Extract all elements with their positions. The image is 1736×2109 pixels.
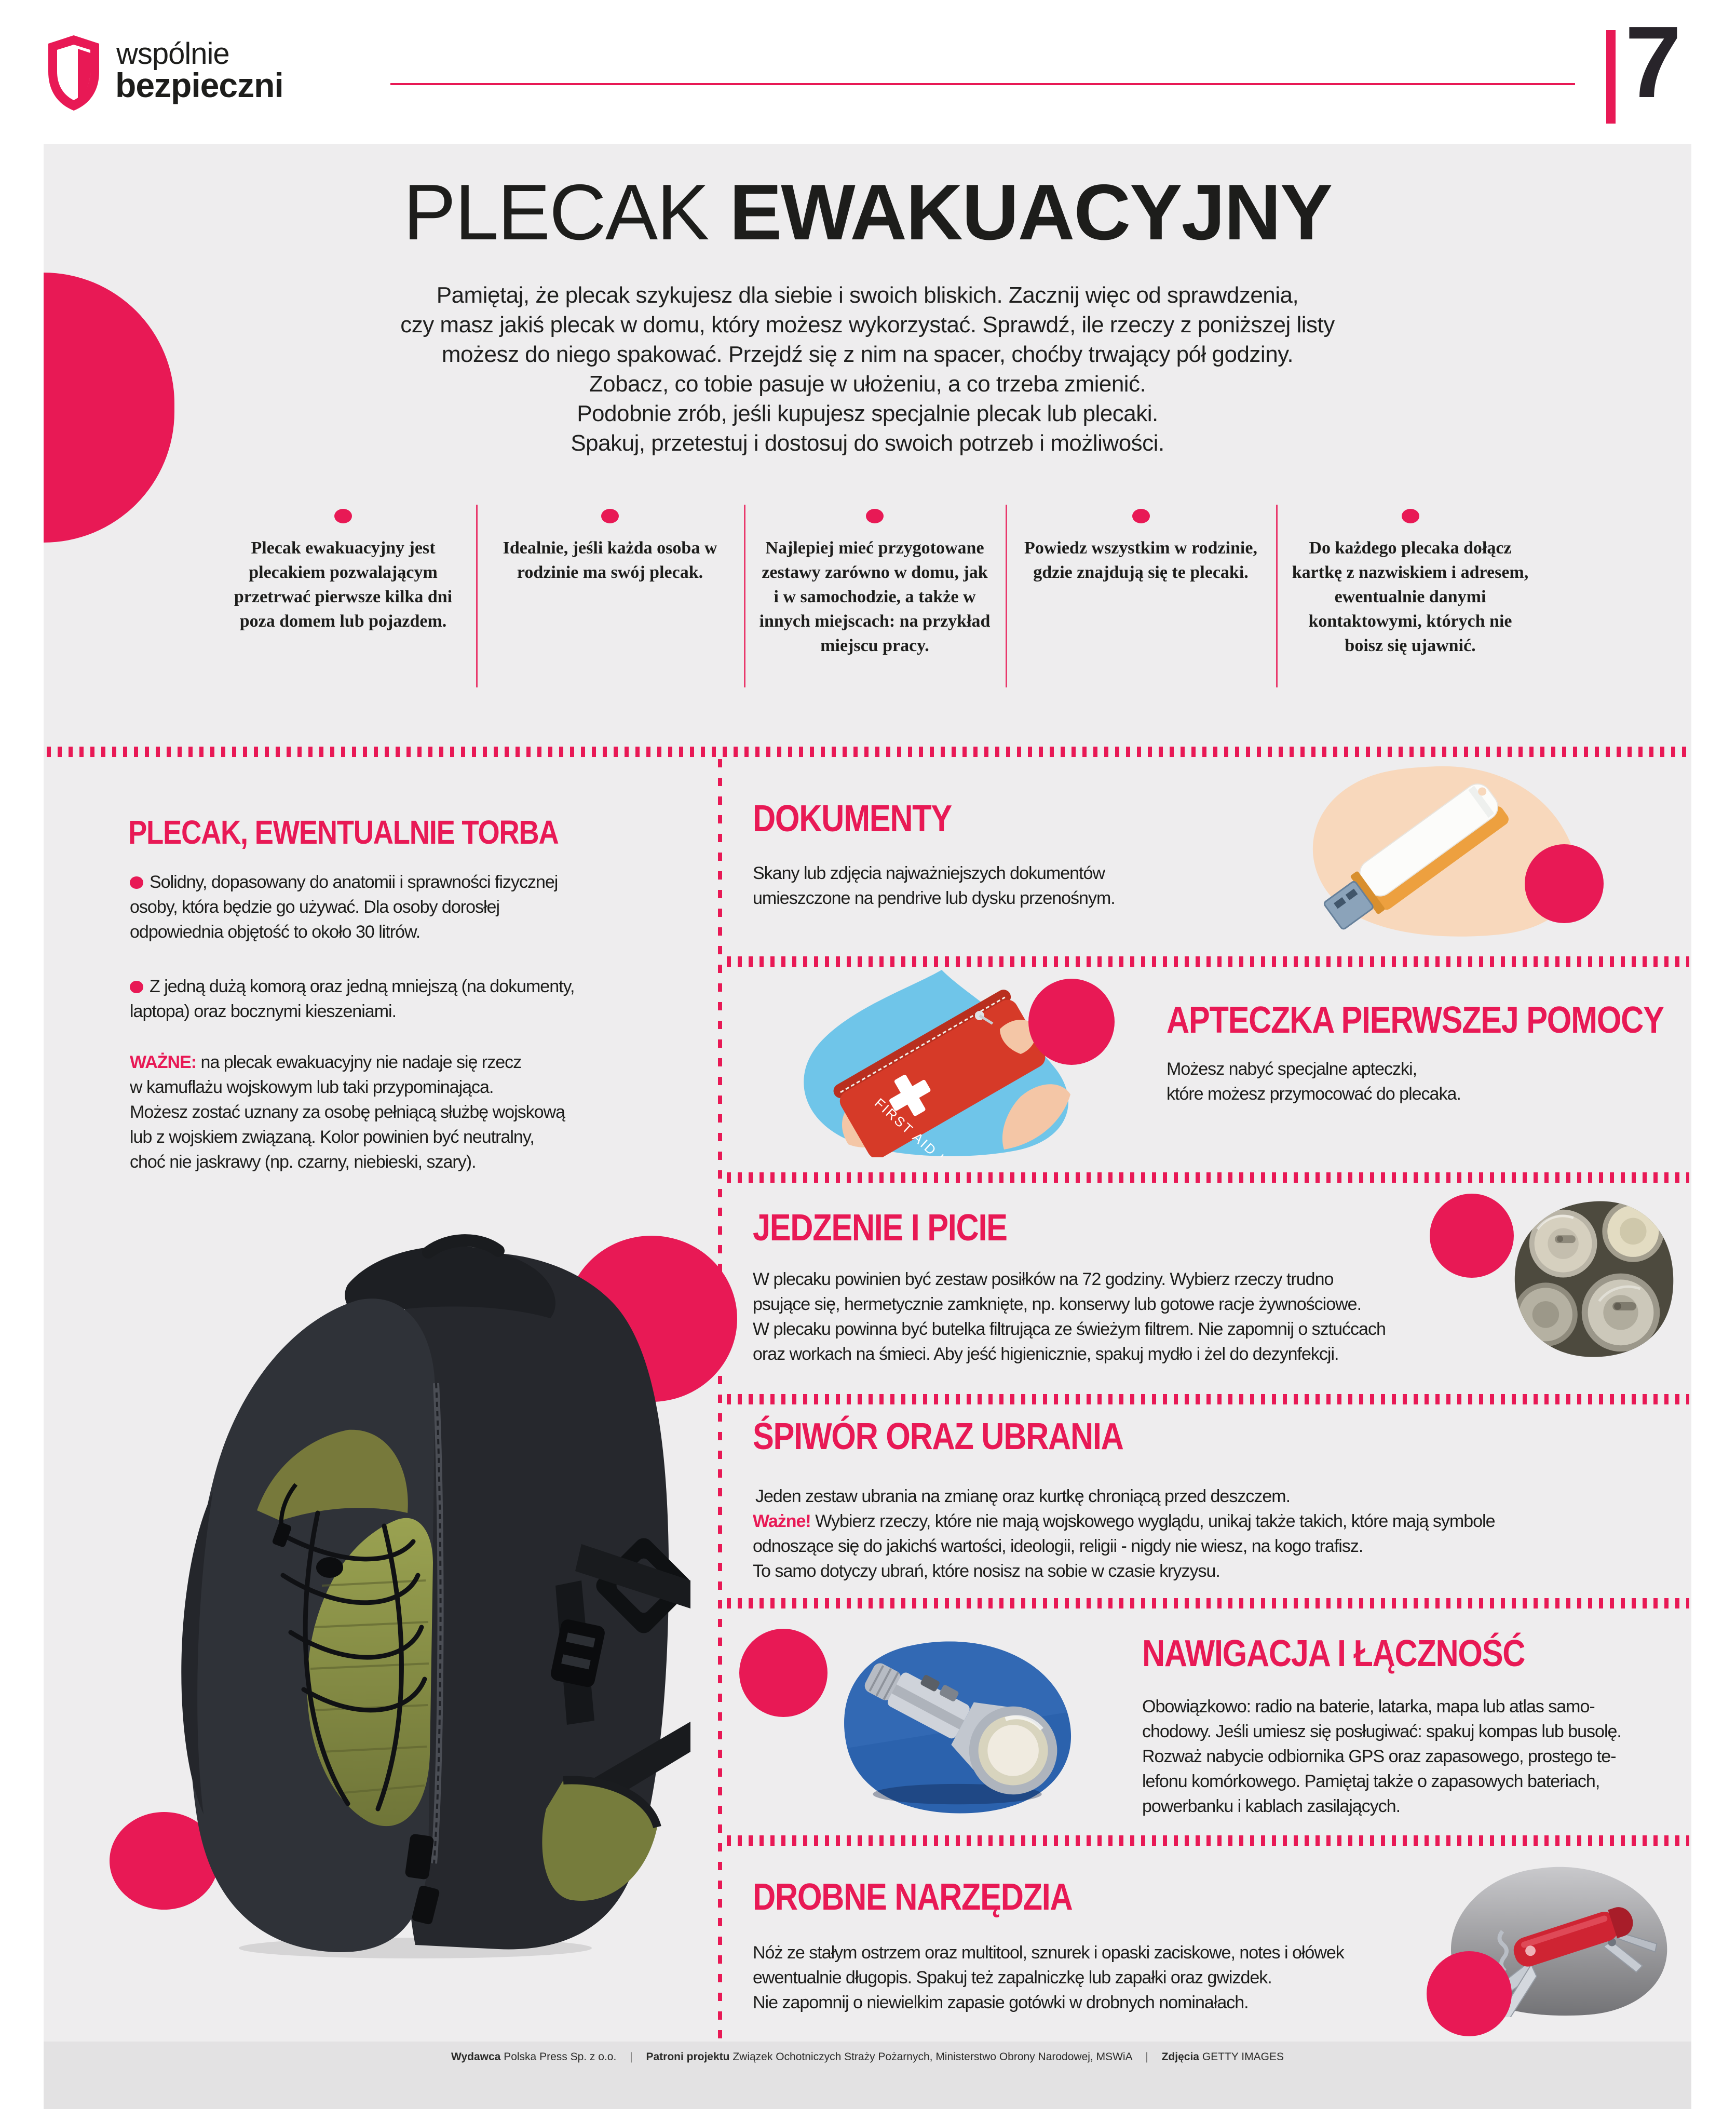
dotted-rule-top <box>47 747 1689 757</box>
tip-dot-icon <box>866 509 884 523</box>
bullet-text: Solidny, dopasowany do anatomii i sprawności fizycznej <box>150 872 558 892</box>
footer-publisher: Polska Press Sp. z o.o. <box>504 2051 617 2063</box>
tip-divider <box>744 505 745 687</box>
bullet-dot-icon <box>130 876 143 889</box>
decor-circle <box>1430 1194 1514 1278</box>
tip-divider <box>476 505 478 687</box>
bullet-line <box>130 870 558 895</box>
brand-name-line1: wspólnie <box>116 37 229 71</box>
intro-line: Spakuj, przetestuj i dostosuj do swoich potrzeb i możliwości. <box>571 430 1164 456</box>
section-text-line: które możesz przymocować do plecaka. <box>1167 1084 1461 1104</box>
dotted-rule <box>727 1598 1689 1608</box>
intro-line: możesz do niego spakować. Przejdź się z nim na spacer, choćby trwający pół godziny. <box>441 342 1294 367</box>
flashlight-photo <box>829 1635 1086 1815</box>
tip-dot-icon <box>1402 509 1419 523</box>
warning-text: Wybierz rzeczy, które nie mają wojskowego wyglądu, unikaj także takich, które mają symbole <box>810 1511 1495 1531</box>
bullet-text: Z jedną dużą komorą oraz jedną mniejszą (na dokumenty, <box>150 977 575 996</box>
section-text-line: Rozważ nabycie odbiornika GPS oraz zapasowego, prostego te- <box>1142 1747 1616 1766</box>
page-number: 7 <box>1625 5 1680 119</box>
dotted-rule-vertical <box>718 759 722 2039</box>
page-title-bold: EWAKUACYJNY <box>729 168 1332 256</box>
intro-line: Zobacz, co tobie pasuje w ułożeniu, a co trzeba zmienić. <box>589 371 1146 397</box>
tip-item-4 <box>1006 509 1276 585</box>
section-text-line: lefonu komórkowego. Pamiętaj także o zapasowych bateriach, <box>1142 1772 1600 1791</box>
brand-name-line2: bezpieczni <box>115 66 283 104</box>
section-text-line: psujące się, hermetycznie zamknięte, np. konserwy lub gotowe racje żywnościowe. <box>753 1294 1362 1314</box>
section-text-line: Obowiązkowo: radio na baterie, latarka, mapa lub atlas samo- <box>1142 1697 1595 1716</box>
warning-line <box>130 1050 521 1075</box>
section-title: DOKUMENTY <box>753 798 952 840</box>
warning-line: choć nie jaskrawy (np. czarny, niebieski, szary). <box>130 1152 476 1172</box>
footer-patrons-label: Patroni projektu <box>646 2051 730 2063</box>
warning-label: Ważne! <box>753 1511 811 1531</box>
warning-line: lub z wojskiem związaną. Kolor powinien być neutralny, <box>130 1127 534 1147</box>
section-text-line: Jeden zestaw ubrania na zmianę oraz kurtkę chroniącą przed deszczem. <box>755 1486 1291 1506</box>
brand-shield-icon <box>47 33 101 111</box>
warning-label: WAŻNE: <box>130 1052 197 1072</box>
page-number-bar <box>1606 30 1616 124</box>
footer-separator: | <box>1145 2051 1148 2063</box>
intro-line: czy masz jakiś plecak w domu, który możesz wykorzystać. Sprawdź, ile rzeczy z poniższej listy <box>400 312 1335 337</box>
bullet-dot-icon <box>130 981 143 993</box>
section-text-line: powerbanku i kablach zasilających. <box>1142 1796 1401 1816</box>
section-text-line: umieszczone na pendrive lub dysku przenośnym. <box>753 888 1115 908</box>
footer-separator: | <box>630 2051 633 2063</box>
section-title: DROBNE NARZĘDZIA <box>753 1876 1073 1918</box>
decor-circle <box>739 1629 828 1717</box>
section-text-line: Nóż ze stałym ostrzem oraz multitool, sznurek i opaski zaciskowe, notes i ołówek <box>753 1943 1344 1963</box>
dotted-rule <box>727 1172 1689 1183</box>
tip-dot-icon <box>601 509 619 523</box>
section-text-line: odnoszące się do jakichś wartości, ideologii, religii - nigdy nie wiesz, na kogo trafisz. <box>753 1536 1363 1556</box>
decor-circle <box>1525 844 1604 923</box>
page-title <box>44 168 1691 256</box>
tip-item-5 <box>1276 509 1544 658</box>
section-title: PLECAK, EWENTUALNIE TORBA <box>128 814 559 851</box>
section-title: ŚPIWÓR ORAZ UBRANIA <box>753 1416 1123 1457</box>
section-title: JEDZENIE I PICIE <box>753 1207 1007 1249</box>
footer-photos-label: Zdjęcia <box>1161 2051 1199 2063</box>
header-rule <box>390 83 1575 85</box>
bullet-line <box>130 974 575 999</box>
tip-divider <box>1006 505 1007 687</box>
decor-circle <box>1028 979 1115 1065</box>
decor-circle <box>1427 1951 1512 2036</box>
warning-line: Możesz zostać uznany za osobę pełniącą służbę wojskową <box>130 1102 565 1122</box>
footer-credits <box>44 2051 1691 2063</box>
bullet-line: odpowiednia objętość to około 30 litrów. <box>130 922 421 942</box>
backpack-photo <box>125 1222 690 1959</box>
intro-line: Pamiętaj, że plecak szykujesz dla siebie i swoich bliskich. Zacznij więc od sprawdzenia, <box>436 282 1299 308</box>
intro-line: Podobnie zrób, jeśli kupujesz specjalnie plecak lub plecaki. <box>577 401 1158 426</box>
footer-patrons: Związek Ochotniczych Straży Pożarnych, Ministerstwo Obrony Narodowej, MSWiA <box>733 2051 1132 2063</box>
dotted-rule <box>727 1394 1689 1404</box>
section-text-line: chodowy. Jeśli umiesz się posługiwać: spakuj kompas lub busolę. <box>1142 1722 1621 1741</box>
section-text-line: Skany lub zdjęcia najważniejszych dokumentów <box>753 863 1105 883</box>
tip-text: Plecak ewakuacyjny jest plecakiem pozwalającym przetrwać pierwsze kilka dni poza domem lub pojazdem. <box>234 538 453 631</box>
section-text-line: oraz workach na śmieci. Aby jeść higienicznie, spakuj mydło i żel do dezynfekcji. <box>753 1344 1339 1364</box>
footer-publisher-label: Wydawca <box>451 2051 501 2063</box>
tip-text: Powiedz wszystkim w rodzinie, gdzie znajdują się te plecaki. <box>1024 538 1257 582</box>
tip-divider <box>1276 505 1278 687</box>
tip-item-1 <box>210 509 476 633</box>
tip-text: Najlepiej mieć przygotowane zestawy zarówno w domu, jak i w samochodzie, a także w innych miejscach: na przykład miejscu pracy. <box>759 538 991 655</box>
tip-text: Idealnie, jeśli każda osoba w rodzinie ma swój plecak. <box>503 538 717 582</box>
warning-line: w kamuflażu wojskowym lub taki przypominająca. <box>130 1077 494 1097</box>
bullet-line: osoby, która będzie go używać. Dla osoby dorosłej <box>130 897 499 917</box>
section-text-line: ewentualnie długopis. Spakuj też zapalniczkę lub zapałki oraz gwizdek. <box>753 1968 1272 1988</box>
footer-photos: GETTY IMAGES <box>1202 2051 1284 2063</box>
tip-dot-icon <box>334 509 352 523</box>
section-text-line: W plecaku powinna być butelka filtrująca ze świeżym filtrem. Nie zapomnij o sztućcach <box>753 1319 1386 1339</box>
tip-dot-icon <box>1132 509 1150 523</box>
section-text-line <box>753 1509 1495 1534</box>
tip-item-3 <box>744 509 1006 658</box>
page-title-light: PLECAK <box>403 168 709 256</box>
warning-text: na plecak ewakuacyjny nie nadaje się rzecz <box>196 1052 522 1072</box>
section-text-line: Możesz nabyć specjalne apteczki, <box>1167 1059 1417 1079</box>
bullet-line: laptopa) oraz bocznymi kieszeniami. <box>130 1002 397 1021</box>
section-text-line: Nie zapomnij o niewielkim zapasie gotówki w drobnych nominałach. <box>753 1993 1249 2012</box>
dotted-rule <box>727 956 1689 967</box>
tip-item-2 <box>476 509 744 585</box>
section-title: NAWIGACJA I ŁĄCZNOŚĆ <box>1142 1633 1525 1674</box>
dotted-rule <box>727 1835 1689 1846</box>
tip-text: Do każdego plecaka dołącz kartkę z nazwiskiem i adresem, ewentualnie danymi kontaktowymi, których nie boisz się ujawnić. <box>1292 538 1529 655</box>
canned-food-photo <box>1512 1198 1676 1359</box>
section-text-line: W plecaku powinien być zestaw posiłków na 72 godziny. Wybierz rzeczy trudno <box>753 1269 1334 1289</box>
section-text-line: To samo dotyczy ubrań, które nosisz na sobie w czasie kryzysu. <box>753 1561 1220 1581</box>
section-title: APTECZKA PIERWSZEJ POMOCY <box>1167 999 1664 1041</box>
